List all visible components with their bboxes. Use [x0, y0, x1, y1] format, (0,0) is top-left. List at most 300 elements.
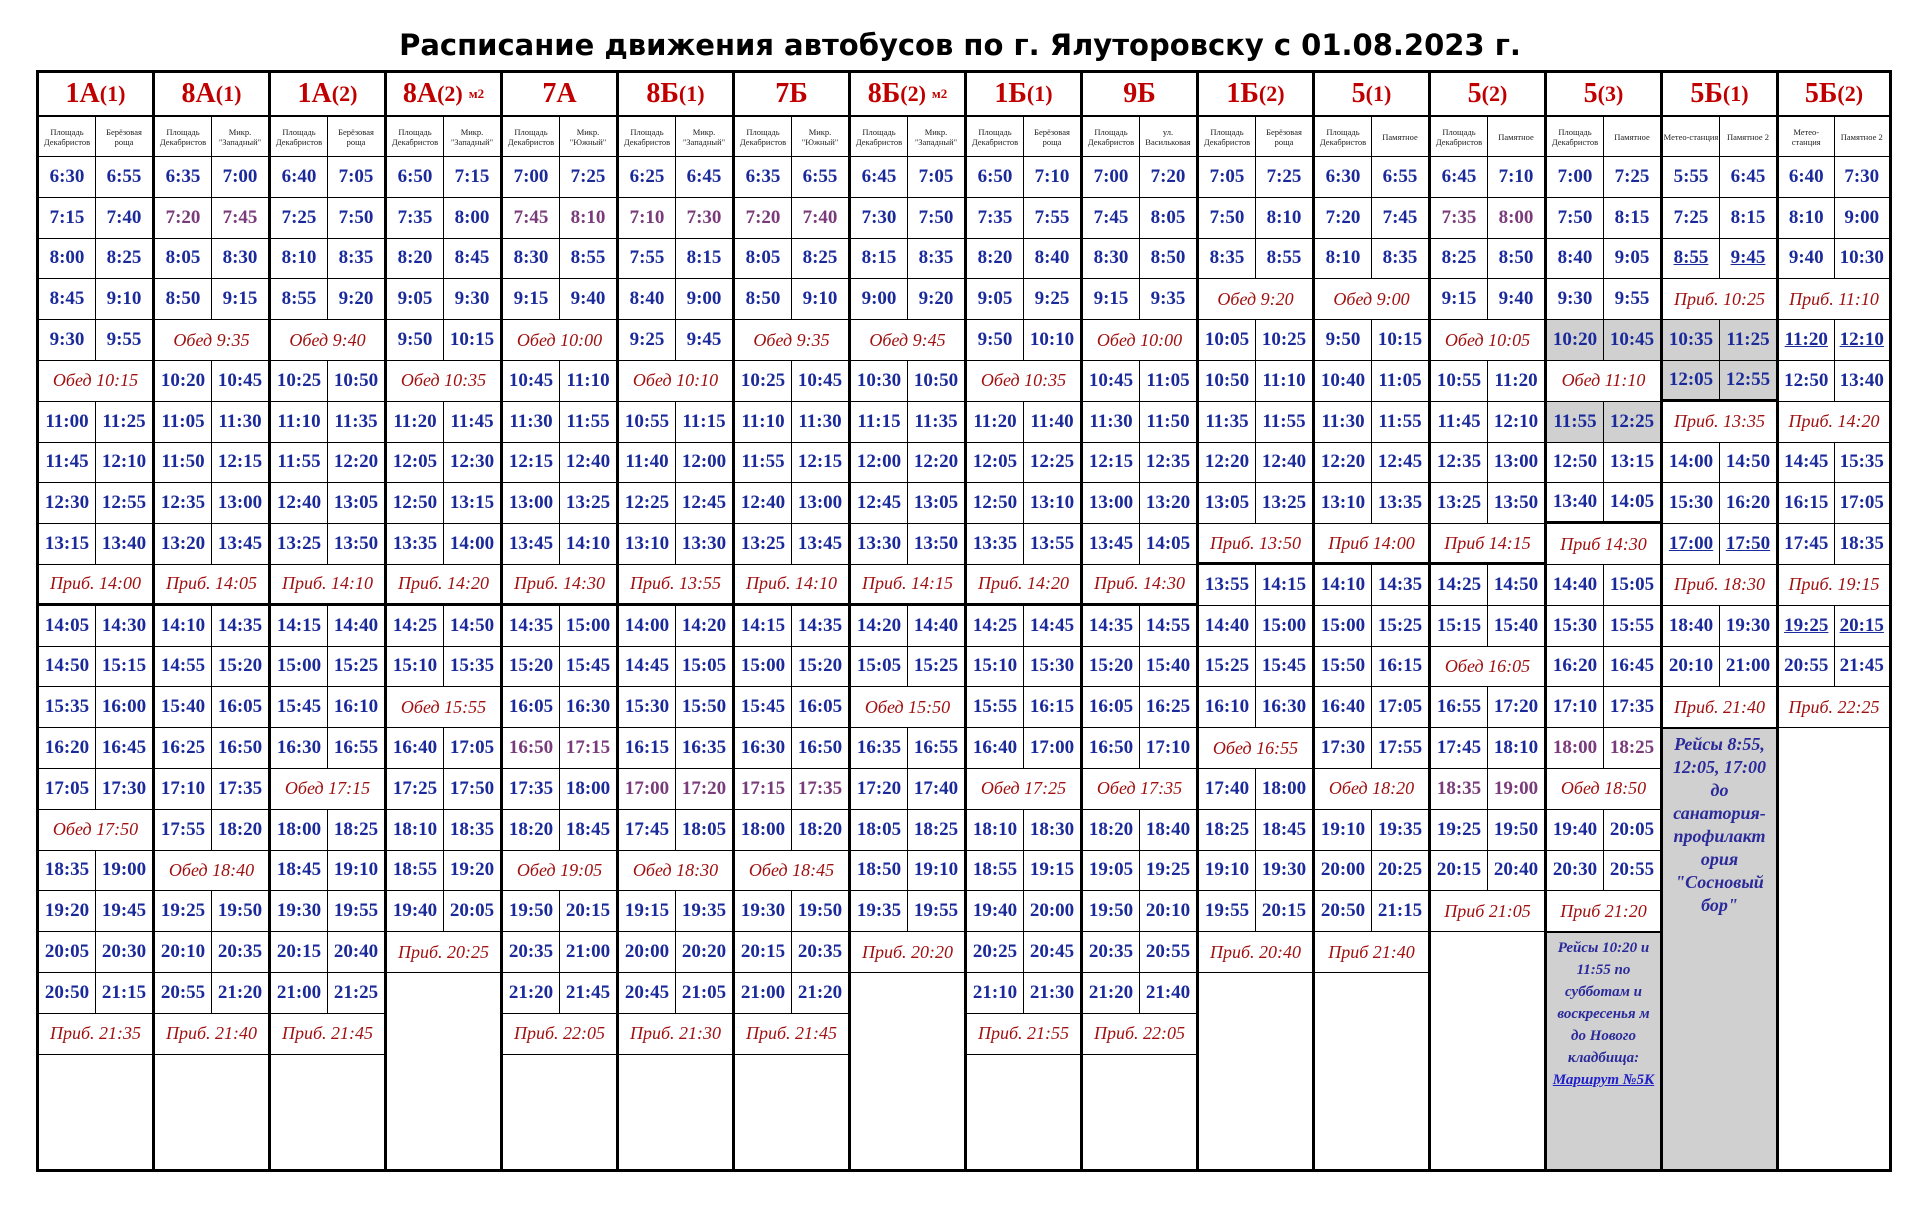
departure-time: 18:30	[1023, 810, 1080, 850]
departure-time: 16:40	[972, 737, 1018, 759]
route-number: 1Б	[994, 78, 1027, 109]
schedule-note: Приб. 21:35	[49, 1023, 142, 1044]
route-run: (2)	[331, 81, 358, 106]
departure-time: 15:25	[1204, 655, 1250, 677]
departure-time: 11:10	[1255, 361, 1312, 401]
route-number: 1Б	[1226, 78, 1259, 109]
schedule-row	[155, 279, 268, 320]
departure-time: 17:10	[1139, 728, 1196, 768]
schedule-row	[1547, 239, 1660, 280]
route-column	[619, 73, 735, 1169]
route-column	[1779, 73, 1889, 1169]
schedule-note: Обед 18:20	[1328, 778, 1415, 799]
schedule-row	[1083, 810, 1196, 851]
departure-time: 7:15	[443, 157, 500, 197]
schedule-row	[735, 402, 848, 443]
schedule-row	[967, 891, 1080, 932]
departure-time: 8:40	[1023, 239, 1080, 279]
schedule-row	[155, 728, 268, 769]
schedule-row	[155, 687, 268, 728]
schedule-row	[271, 524, 384, 565]
schedule-row	[1547, 769, 1660, 810]
schedule-row	[271, 687, 384, 728]
schedule-row	[39, 565, 152, 606]
departure-time: 14:15	[276, 614, 322, 636]
departure-time: 16:50	[508, 737, 554, 759]
departure-time: 20:30	[1552, 859, 1598, 881]
departure-time: 7:55	[1023, 198, 1080, 238]
departure-time: 14:35	[211, 606, 268, 646]
departure-time: 18:35	[443, 810, 500, 850]
schedule-row	[1315, 279, 1428, 320]
schedule-row	[1431, 606, 1544, 647]
schedule-row	[503, 279, 616, 320]
route-run: (2)	[437, 81, 463, 106]
departure-time: 17:30	[1320, 737, 1366, 759]
departure-time: 12:25	[1603, 402, 1660, 442]
departure-time: 20:05	[1603, 810, 1660, 850]
stop-name: Памятное	[1603, 117, 1660, 156]
departure-time: 19:10	[1320, 818, 1366, 840]
schedule-row	[39, 769, 152, 810]
departure-time: 6:50	[977, 165, 1013, 187]
schedule-row	[619, 769, 732, 810]
schedule-row	[1199, 606, 1312, 647]
departure-time: 17:55	[160, 818, 206, 840]
schedule-row	[851, 320, 964, 361]
departure-time: 11:30	[211, 402, 268, 442]
schedule-row	[155, 1014, 268, 1055]
schedule-row	[735, 647, 848, 688]
departure-time: 11:55	[741, 451, 785, 473]
departure-time: 15:40	[1487, 606, 1544, 646]
departure-time: 17:00	[1668, 533, 1714, 555]
departure-time: 7:35	[1441, 206, 1477, 228]
departure-time: 10:50	[1204, 369, 1250, 391]
schedule-row	[1779, 157, 1889, 198]
schedule-row	[619, 524, 732, 565]
departure-time: 18:25	[907, 810, 964, 850]
departure-time: 14:05	[44, 614, 90, 636]
schedule-row	[387, 198, 500, 239]
departure-time: 12:50	[972, 492, 1018, 514]
schedule-row	[1779, 239, 1889, 280]
departure-time: 16:10	[1204, 696, 1250, 718]
departure-time: 19:15	[624, 900, 670, 922]
schedule-row	[1315, 687, 1428, 728]
route-mark: м2	[468, 86, 485, 101]
schedule-note: Приб 14:00	[1328, 532, 1415, 553]
schedule-row	[503, 239, 616, 280]
departure-time: 19:50	[791, 891, 848, 931]
stop-names	[735, 117, 848, 157]
schedule-row	[1779, 647, 1889, 688]
departure-time: 14:25	[1436, 573, 1482, 595]
schedule-row	[735, 606, 848, 647]
schedule-row	[155, 361, 268, 402]
departure-time: 8:45	[49, 288, 85, 310]
departure-time: 17:55	[1371, 728, 1428, 768]
schedule-row	[39, 320, 152, 361]
departure-time: 7:00	[513, 165, 549, 187]
schedule-row	[1199, 402, 1312, 443]
departure-time: 9:50	[1325, 329, 1361, 351]
route-note-body: Рейсы 10:20 и 11:55 по субботам и воскресенья м до Нового кладбища:	[1557, 940, 1650, 1067]
schedule-row	[503, 524, 616, 565]
schedule-row	[1199, 769, 1312, 810]
schedule-row	[1779, 198, 1889, 239]
schedule-row	[1779, 483, 1889, 524]
schedule-note: Приб. 14:20	[977, 573, 1070, 594]
schedule-row	[1431, 443, 1544, 484]
departure-time: 12:25	[624, 492, 670, 514]
departure-time: 12:50	[392, 492, 438, 514]
departure-time: 13:15	[443, 483, 500, 523]
departure-time: 21:00	[740, 981, 786, 1003]
route-header	[503, 73, 616, 117]
schedule-note: Обед 16:05	[1444, 655, 1531, 676]
departure-time: 17:50	[1719, 524, 1776, 564]
departure-time: 16:05	[211, 687, 268, 727]
departure-time: 7:20	[1325, 206, 1361, 228]
schedule-row	[619, 810, 732, 851]
schedule-row	[1547, 687, 1660, 728]
departure-time: 12:55	[95, 483, 152, 523]
schedule-row	[735, 157, 848, 198]
schedule-row	[735, 1014, 848, 1055]
schedule-note: Приб 21:05	[1444, 900, 1531, 921]
departure-time: 15:35	[443, 647, 500, 687]
route-run: (2)	[1481, 81, 1508, 106]
schedule-row	[851, 769, 964, 810]
departure-time: 8:30	[1093, 247, 1129, 269]
departure-time: 19:25	[160, 900, 206, 922]
departure-time: 12:40	[559, 443, 616, 483]
departure-time: 18:45	[559, 810, 616, 850]
schedule-row	[1083, 647, 1196, 688]
departure-time: 6:50	[397, 165, 433, 187]
schedule-row	[1083, 361, 1196, 402]
schedule-row	[967, 973, 1080, 1014]
route-number: 8А	[181, 78, 216, 109]
schedule-row	[619, 402, 732, 443]
departure-time: 18:20	[791, 810, 848, 850]
schedule-row	[39, 851, 152, 892]
stop-names	[1431, 117, 1544, 157]
departure-time: 8:40	[629, 288, 665, 310]
departure-time: 16:55	[1436, 696, 1482, 718]
departure-time: 15:30	[1552, 614, 1598, 636]
departure-time: 14:10	[559, 524, 616, 564]
departure-time: 15:40	[1139, 647, 1196, 687]
schedule-note: Обед 18:50	[1560, 778, 1647, 799]
departure-time: 7:05	[1209, 165, 1245, 187]
departure-time: 12:55	[1719, 361, 1776, 399]
schedule-note: Обед 16:55	[1212, 737, 1299, 758]
schedule-row	[1431, 524, 1544, 565]
schedule-row	[735, 320, 848, 361]
departure-time: 16:05	[508, 696, 554, 718]
departure-time: 13:35	[1371, 483, 1428, 523]
departure-time: 6:35	[745, 165, 781, 187]
departure-time: 8:15	[861, 247, 897, 269]
schedule-row	[1199, 443, 1312, 484]
departure-time: 7:50	[907, 198, 964, 238]
departure-time: 8:25	[95, 239, 152, 279]
departure-time: 20:50	[44, 981, 90, 1003]
departure-time: 16:30	[559, 687, 616, 727]
schedule-row	[1431, 891, 1544, 932]
schedule-row	[503, 402, 616, 443]
schedule-row	[387, 524, 500, 565]
departure-time: 9:15	[1441, 288, 1477, 310]
departure-time: 16:25	[160, 737, 206, 759]
departure-time: 13:05	[907, 483, 964, 523]
departure-time: 18:40	[1668, 614, 1714, 636]
stop-name: Площадь Декабристов	[1087, 126, 1135, 147]
schedule-row	[1083, 157, 1196, 198]
departure-time: 8:35	[1209, 247, 1245, 269]
schedule-note: Обед 18:45	[748, 859, 835, 880]
schedule-row	[1083, 443, 1196, 484]
departure-time: 13:20	[1139, 483, 1196, 523]
departure-time: 7:40	[791, 198, 848, 238]
schedule-row	[1431, 565, 1544, 606]
departure-time: 6:55	[791, 157, 848, 197]
departure-time: 12:05	[1668, 368, 1714, 390]
departure-time: 18:00	[276, 818, 322, 840]
departure-time: 13:20	[160, 533, 206, 555]
departure-time: 19:55	[1204, 900, 1250, 922]
departure-time: 20:15	[1834, 606, 1890, 646]
departure-time: 16:35	[675, 728, 732, 768]
schedule-row	[271, 891, 384, 932]
route-number: 1А	[297, 78, 332, 109]
departure-time: 19:05	[1088, 859, 1134, 881]
schedule-row	[503, 973, 616, 1014]
schedule-row	[619, 198, 732, 239]
schedule-row	[735, 524, 848, 565]
route-column	[1663, 73, 1779, 1169]
departure-time: 8:10	[1325, 247, 1361, 269]
departure-time: 11:55	[559, 402, 616, 442]
schedule-row	[271, 239, 384, 280]
schedule-row	[1547, 483, 1660, 524]
departure-time: 7:00	[1093, 165, 1129, 187]
schedule-row	[1199, 198, 1312, 239]
schedule-row	[1083, 402, 1196, 443]
schedule-note: Приб. 21:45	[281, 1023, 374, 1044]
departure-time: 15:20	[1088, 655, 1134, 677]
schedule-row	[967, 810, 1080, 851]
schedule-row	[1199, 810, 1312, 851]
departure-time: 7:10	[1487, 157, 1544, 197]
departure-time: 7:05	[327, 157, 384, 197]
schedule-row	[619, 320, 732, 361]
schedule-row	[1083, 891, 1196, 932]
departure-time: 12:15	[211, 443, 268, 483]
schedule-row	[967, 483, 1080, 524]
schedule-row	[735, 891, 848, 932]
departure-time: 7:20	[745, 206, 781, 228]
schedule-row	[1199, 361, 1312, 402]
departure-time: 11:45	[45, 451, 89, 473]
schedule-note: Приб. 13:35	[1673, 411, 1766, 432]
schedule-row	[387, 810, 500, 851]
departure-time: 11:20	[1487, 361, 1544, 401]
stop-name: Площадь Декабристов	[275, 126, 323, 147]
departure-time: 8:50	[1139, 239, 1196, 279]
schedule-row	[155, 810, 268, 851]
schedule-row	[851, 361, 964, 402]
departure-time: 10:20	[160, 369, 206, 391]
route-note	[1663, 728, 1776, 1169]
departure-time: 15:35	[1834, 443, 1890, 483]
departure-time: 20:55	[1603, 851, 1660, 891]
departure-time: 20:10	[1139, 891, 1196, 931]
schedule-row	[619, 279, 732, 320]
schedule-note: Обед 9:40	[289, 329, 366, 350]
schedule-note: Обед 10:05	[1444, 329, 1531, 350]
schedule-note: Приб 21:40	[1328, 941, 1415, 962]
schedule-row	[735, 239, 848, 280]
departure-time: 19:25	[1784, 614, 1829, 636]
schedule-row	[851, 810, 964, 851]
schedule-row	[1199, 239, 1312, 280]
schedule-row	[619, 851, 732, 892]
departure-time: 14:45	[624, 655, 670, 677]
departure-time: 18:35	[1436, 777, 1482, 799]
departure-time: 8:30	[211, 239, 268, 279]
route-column	[271, 73, 387, 1169]
schedule-row	[851, 647, 964, 688]
departure-time: 15:00	[1255, 606, 1312, 646]
schedule-row	[735, 810, 848, 851]
route-header	[155, 73, 268, 117]
schedule-note: Обед 9:35	[173, 329, 250, 350]
schedule-row	[1083, 239, 1196, 280]
schedule-note: Обед 18:30	[632, 859, 719, 880]
departure-time: 19:20	[44, 900, 90, 922]
schedule-row	[155, 851, 268, 892]
route-column	[967, 73, 1083, 1169]
departure-time: 18:45	[1255, 810, 1312, 850]
departure-time: 19:35	[1371, 810, 1428, 850]
schedule-row	[1779, 524, 1889, 565]
schedule-row	[967, 279, 1080, 320]
stop-names	[1083, 117, 1196, 157]
departure-time: 16:45	[95, 728, 152, 768]
departure-time: 11:55	[1553, 410, 1597, 432]
stop-name: Памятное 2	[1719, 117, 1776, 156]
schedule-row	[155, 524, 268, 565]
departure-time: 19:35	[675, 891, 732, 931]
departure-time: 11:45	[1437, 410, 1481, 432]
route-number: 5	[1467, 78, 1482, 109]
schedule-row	[1083, 565, 1196, 606]
departure-time: 16:20	[44, 737, 90, 759]
schedule-row	[1315, 891, 1428, 932]
schedule-row	[39, 606, 152, 647]
departure-time: 11:35	[327, 402, 384, 442]
schedule-row	[967, 198, 1080, 239]
schedule-row	[1199, 647, 1312, 688]
schedule-row	[1083, 606, 1196, 647]
departure-time: 10:30	[856, 369, 902, 391]
departure-time: 14:00	[443, 524, 500, 564]
departure-time: 10:25	[276, 369, 322, 391]
departure-time: 8:10	[281, 247, 317, 269]
departure-time: 5:55	[1673, 165, 1709, 187]
schedule-row	[387, 483, 500, 524]
departure-time: 13:45	[791, 524, 848, 564]
departure-time: 15:45	[1255, 647, 1312, 687]
departure-time: 14:45	[1784, 451, 1829, 473]
departure-time: 16:40	[392, 737, 438, 759]
schedule-row	[271, 483, 384, 524]
schedule-row	[851, 402, 964, 443]
departure-time: 19:30	[740, 900, 786, 922]
departure-time: 11:30	[509, 410, 553, 432]
schedule-row	[271, 851, 384, 892]
stop-name: Микр. "Южный"	[559, 117, 616, 156]
schedule-row	[1431, 851, 1544, 892]
departure-time: 9:30	[49, 329, 85, 351]
schedule-row	[619, 973, 732, 1014]
schedule-row	[1663, 239, 1776, 280]
schedule-note: Обед 17:25	[980, 778, 1067, 799]
schedule-row	[967, 402, 1080, 443]
departure-time: 12:35	[160, 492, 206, 514]
schedule-row	[1431, 361, 1544, 402]
route-run: (2)	[900, 81, 926, 106]
departure-time: 19:25	[1436, 818, 1482, 840]
schedule-row	[619, 239, 732, 280]
route-header	[1083, 73, 1196, 117]
schedule-row	[39, 361, 152, 402]
departure-time: 16:55	[907, 728, 964, 768]
schedule-row	[1547, 443, 1660, 484]
schedule-row	[503, 851, 616, 892]
departure-time: 16:10	[327, 687, 384, 727]
schedule-row	[155, 647, 268, 688]
departure-time: 20:55	[1784, 655, 1829, 677]
schedule-row	[271, 606, 384, 647]
schedule-row	[503, 932, 616, 973]
route-header	[619, 73, 732, 117]
departure-time: 8:50	[165, 288, 201, 310]
departure-time: 12:40	[276, 492, 322, 514]
departure-time: 8:55	[1673, 247, 1709, 269]
stop-name: Площадь Декабристов	[855, 126, 903, 147]
schedule-row	[1663, 320, 1776, 361]
departure-time: 19:50	[508, 900, 554, 922]
schedule-row	[1315, 443, 1428, 484]
departure-time: 11:00	[45, 410, 89, 432]
schedule-row	[851, 851, 964, 892]
route-note-link[interactable]: Маршрут №5К	[1552, 1072, 1655, 1089]
stop-names	[1663, 117, 1776, 157]
departure-time: 12:45	[856, 492, 902, 514]
schedule-row	[735, 361, 848, 402]
schedule-row	[503, 891, 616, 932]
departure-time: 20:25	[972, 941, 1018, 963]
stop-name: Площадь Декабристов	[1435, 126, 1483, 147]
schedule-row	[155, 606, 268, 647]
departure-time: 16:20	[1719, 483, 1776, 523]
schedule-row	[967, 1014, 1080, 1055]
departure-time: 12:35	[1139, 443, 1196, 483]
